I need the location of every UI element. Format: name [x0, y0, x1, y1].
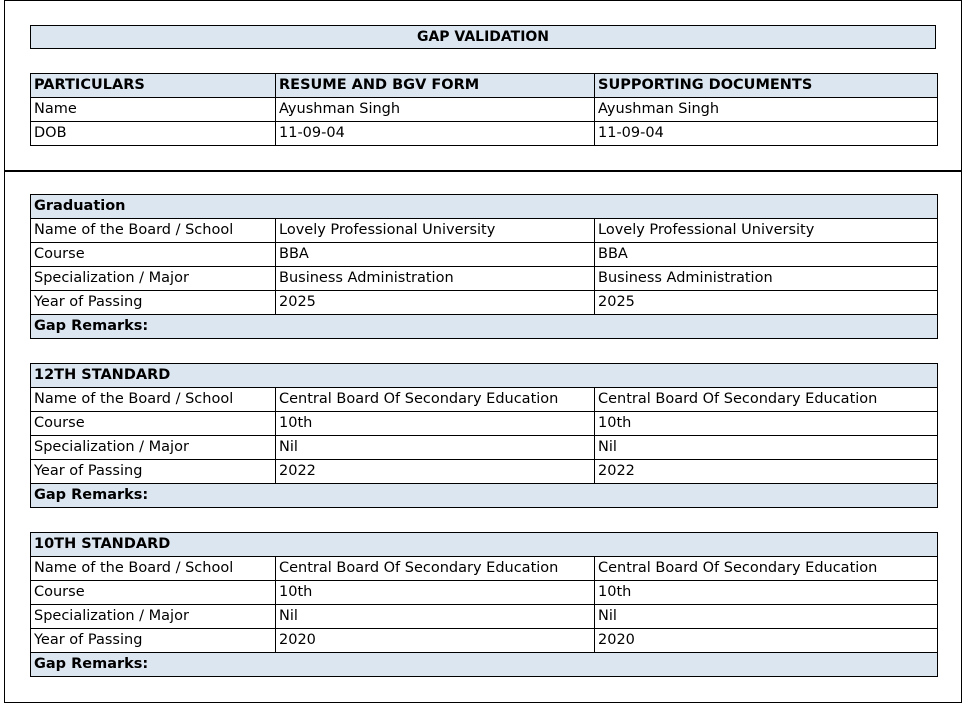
resume-value: Nil: [276, 605, 595, 629]
docs-value: Nil: [595, 436, 938, 460]
resume-value: Ayushman Singh: [276, 98, 595, 122]
section-title: Graduation: [31, 195, 938, 219]
table-row: [31, 629, 938, 653]
docs-value: 11-09-04: [595, 122, 938, 146]
graduation-table: [30, 194, 938, 339]
docs-value: Central Board Of Secondary Education: [595, 557, 938, 581]
resume-value: Nil: [276, 436, 595, 460]
resume-value: BBA: [276, 243, 595, 267]
table-row: [31, 122, 938, 146]
page-title: GAP VALIDATION: [30, 25, 936, 49]
table-row: [31, 557, 938, 581]
docs-value: Central Board Of Secondary Education: [595, 388, 938, 412]
header-resume-bgv: RESUME AND BGV FORM: [276, 74, 595, 98]
twelfth-standard-table: [30, 363, 938, 508]
table-row: [31, 436, 938, 460]
table-row: [31, 460, 938, 484]
particulars-table: [30, 73, 938, 146]
section-title: 10TH STANDARD: [31, 533, 938, 557]
gap-remarks: Gap Remarks:: [31, 315, 938, 339]
resume-value: 2020: [276, 629, 595, 653]
row-label: Specialization / Major: [31, 436, 276, 460]
header-particulars: PARTICULARS: [31, 74, 276, 98]
table-row: [31, 581, 938, 605]
row-label: DOB: [31, 122, 276, 146]
docs-value: 2020: [595, 629, 938, 653]
header-row: [31, 74, 938, 98]
table-row: [31, 267, 938, 291]
row-label: Year of Passing: [31, 291, 276, 315]
resume-value: 2022: [276, 460, 595, 484]
docs-value: 2025: [595, 291, 938, 315]
gap-remarks: Gap Remarks:: [31, 484, 938, 508]
row-label: Course: [31, 581, 276, 605]
resume-value: Lovely Professional University: [276, 219, 595, 243]
row-label: Specialization / Major: [31, 267, 276, 291]
docs-value: 10th: [595, 581, 938, 605]
resume-value: Central Board Of Secondary Education: [276, 388, 595, 412]
docs-value: 10th: [595, 412, 938, 436]
header-supporting-docs: SUPPORTING DOCUMENTS: [595, 74, 938, 98]
row-label: Name of the Board / School: [31, 557, 276, 581]
row-label: Course: [31, 412, 276, 436]
row-label: Course: [31, 243, 276, 267]
resume-value: 11-09-04: [276, 122, 595, 146]
table-row: [31, 388, 938, 412]
table-row: [31, 219, 938, 243]
docs-value: BBA: [595, 243, 938, 267]
resume-value: 10th: [276, 581, 595, 605]
row-label: Year of Passing: [31, 460, 276, 484]
row-label: Specialization / Major: [31, 605, 276, 629]
docs-value: Lovely Professional University: [595, 219, 938, 243]
resume-value: 10th: [276, 412, 595, 436]
table-row: [31, 291, 938, 315]
row-label: Name of the Board / School: [31, 219, 276, 243]
resume-value: 2025: [276, 291, 595, 315]
table-row: [31, 412, 938, 436]
resume-value: Central Board Of Secondary Education: [276, 557, 595, 581]
docs-value: 2022: [595, 460, 938, 484]
tenth-standard-table: [30, 532, 938, 677]
table-row: [31, 98, 938, 122]
gap-remarks: Gap Remarks:: [31, 653, 938, 677]
resume-value: Business Administration: [276, 267, 595, 291]
row-label: Year of Passing: [31, 629, 276, 653]
table-row: [31, 243, 938, 267]
table-row: [31, 605, 938, 629]
docs-value: Business Administration: [595, 267, 938, 291]
docs-value: Nil: [595, 605, 938, 629]
row-label: Name: [31, 98, 276, 122]
row-label: Name of the Board / School: [31, 388, 276, 412]
docs-value: Ayushman Singh: [595, 98, 938, 122]
section-title: 12TH STANDARD: [31, 364, 938, 388]
